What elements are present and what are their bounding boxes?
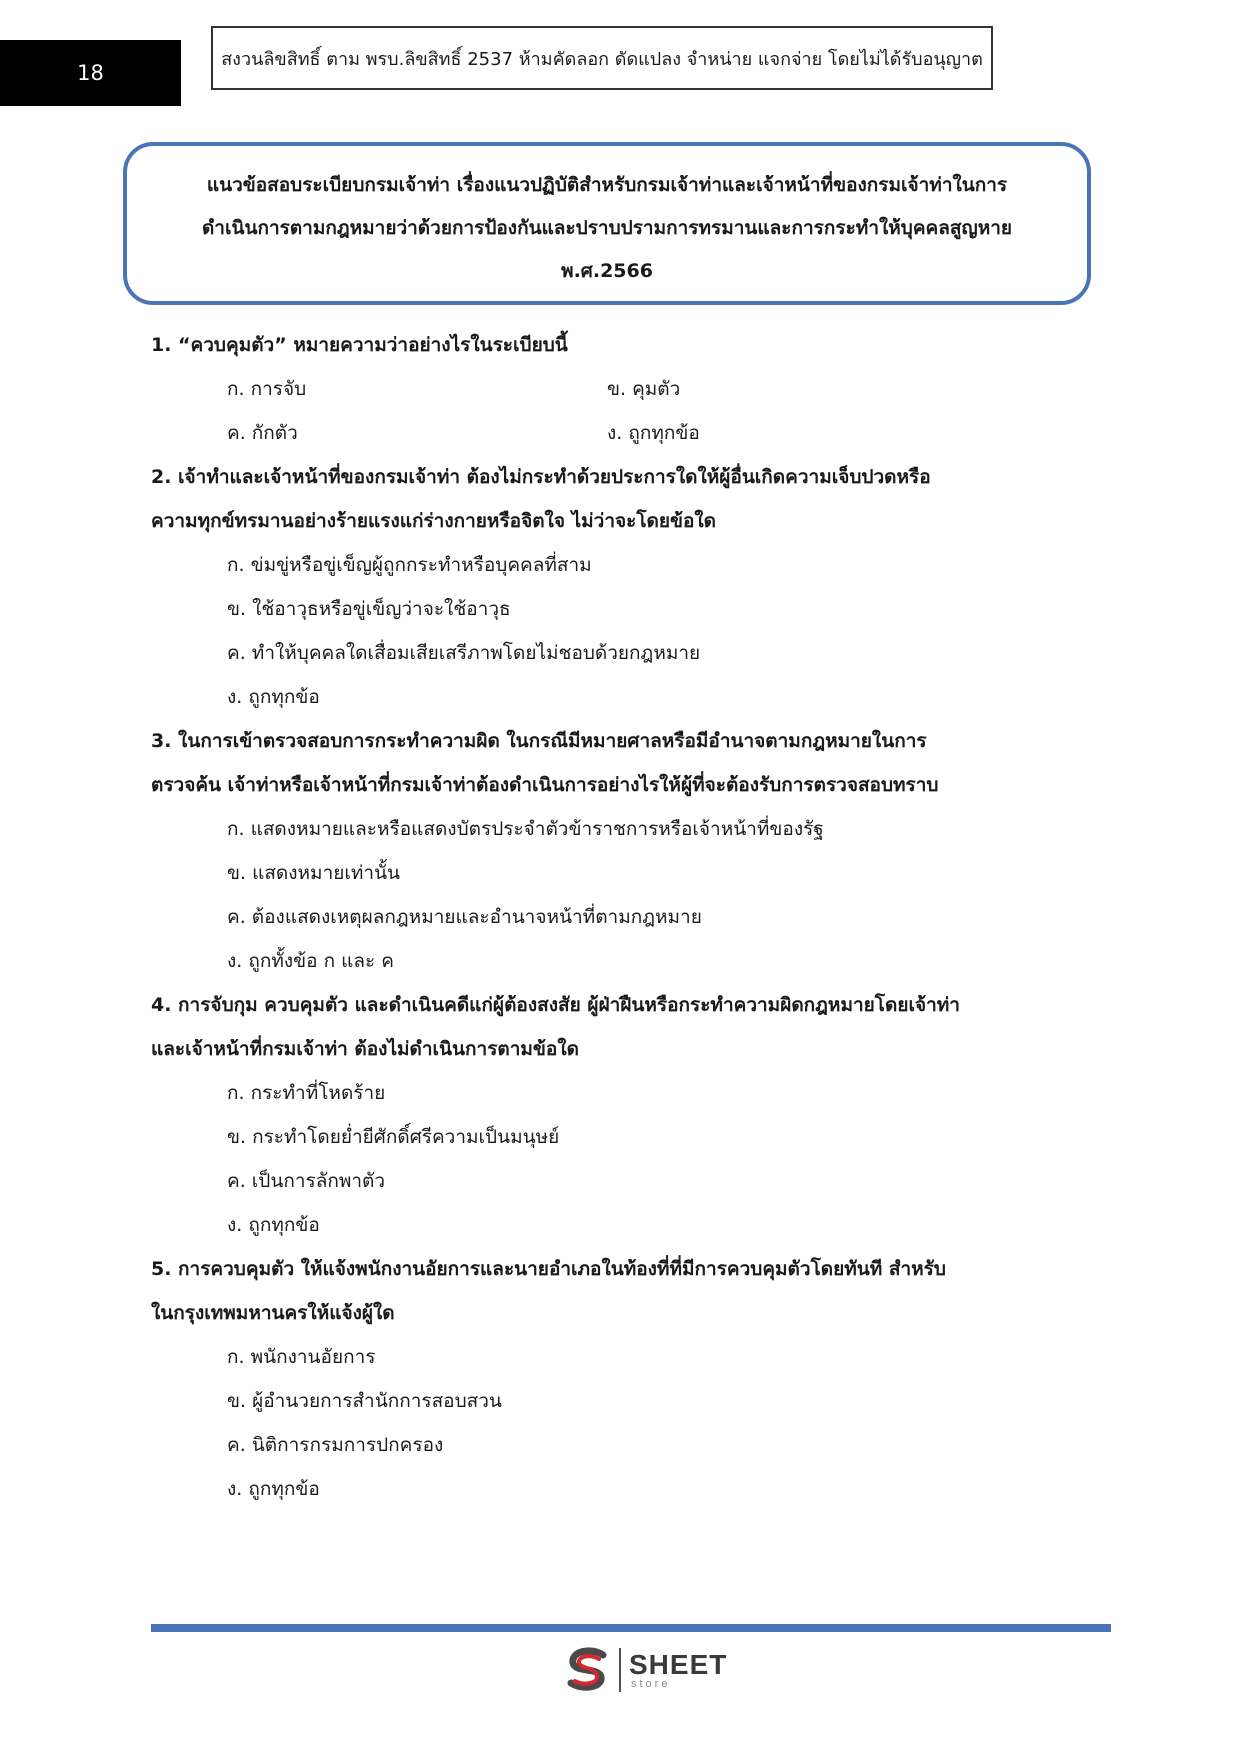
question-text: 5. การควบคุมตัว ให้แจ้งพนักงานอัยการและนายอำเภอในท้องที่ที่มีการควบคุมตัวโดยทันที สำหรับ [151,1258,946,1280]
logo-main-text: SHEET [629,1648,728,1680]
option-b: ข. กระทำโดยย่ำยีศักดิ์ศรีความเป็นมนุษย์ [227,1126,560,1148]
option-c: ค. กักตัว [227,422,298,444]
logo-separator [619,1648,621,1692]
option-b: ข. ผู้อำนวยการสำนักการสอบสวน [227,1390,502,1412]
option-c: ค. นิติการกรมการปกครอง [227,1434,444,1456]
sheet-store-logo-icon [563,1645,613,1695]
option-a: ก. ข่มขู่หรือขู่เข็ญผู้ถูกกระทำหรือบุคคลที่สาม [227,554,592,576]
question-1 [151,323,1091,455]
option-d: ง. ถูกทั้งข้อ ก และ ค [227,950,394,972]
options [151,367,1091,455]
question-text: 3. ในการเข้าตรวจสอบการกระทำความผิด ในกรณีมีหมายศาลหรือมีอำนาจตามกฎหมายในการ [151,730,927,752]
question-text: ตรวจค้น เจ้าท่าหรือเจ้าหน้าที่กรมเจ้าท่าต้องดำเนินการอย่างไรให้ผู้ที่จะต้องรับการตรวจสอบทราบ [151,774,939,796]
option-a: ก. การจับ [227,378,307,400]
logo-text [629,1648,728,1690]
question-text: 1. “ควบคุมตัว” หมายความว่าอย่างไรในระเบียบนี้ [151,334,568,356]
option-b: ข. แสดงหมายเท่านั้น [227,862,401,884]
option-a: ก. กระทำที่โหดร้าย [227,1082,386,1104]
question-text: 4. การจับกุม ควบคุมตัว และดำเนินคดีแก่ผู้ต้องสงสัย ผู้ฝ่าฝืนหรือกระทำความผิดกฎหมายโดยเจ้าท่า [151,994,960,1016]
option-d: ง. ถูกทุกข้อ [607,422,700,444]
logo-sub-text: store [631,1677,671,1690]
option-a: ก. พนักงานอัยการ [227,1346,376,1368]
question-text: 2. เจ้าทำและเจ้าหน้าที่ของกรมเจ้าท่า ต้องไม่กระทำด้วยประการใดให้ผู้อื่นเกิดความเจ็บปวดหรือ [151,466,931,488]
footer-divider [151,1624,1111,1632]
option-d: ง. ถูกทุกข้อ [227,1478,320,1500]
option-c: ค. ทำให้บุคคลใดเสื่อมเสียเสรีภาพโดยไม่ชอบด้วยกฎหมาย [227,642,701,664]
option-d: ง. ถูกทุกข้อ [227,686,320,708]
sheet-store-logo [563,1640,743,1700]
question-list [151,323,1091,1511]
title-line-2: ดำเนินการตามกฎหมายว่าด้วยการป้องกันและปราบปรามการทรมานและการกระทำให้บุคคลสูญหาย [201,217,1013,239]
question-text: ความทุกข์ทรมานอย่างร้ายแรงแก่ร่างกายหรือจิตใจ ไม่ว่าจะโดยข้อใด [151,510,717,532]
option-a: ก. แสดงหมายและหรือแสดงบัตรประจำตัวข้าราชการหรือเจ้าหน้าที่ของรัฐ [227,818,824,840]
option-c: ค. เป็นการลักพาตัว [227,1170,386,1192]
title-line-3: พ.ศ.2566 [561,260,653,282]
question-4 [151,983,1091,1247]
copyright-notice: สงวนลิขสิทธิ์ ตาม พรบ.ลิขสิทธิ์ 2537 ห้ามคัดลอก ดัดแปลง จำหน่าย แจกจ่าย โดยไม่ได้รับอนุญาต [211,26,993,90]
title-box [123,142,1091,305]
question-text: และเจ้าหน้าที่กรมเจ้าท่า ต้องไม่ดำเนินการตามข้อใด [151,1038,579,1060]
title-line-1: แนวข้อสอบระเบียบกรมเจ้าท่า เรื่องแนวปฏิบัติสำหรับกรมเจ้าท่าและเจ้าหน้าที่ของกรมเจ้าท่าในการ [206,174,1008,196]
option-d: ง. ถูกทุกข้อ [227,1214,320,1236]
page-number: 18 [0,40,181,106]
question-5 [151,1247,1091,1511]
option-b: ข. ใช้อาวุธหรือขู่เข็ญว่าจะใช้อาวุธ [227,598,511,620]
question-2 [151,455,1091,719]
option-b: ข. คุมตัว [607,378,681,400]
question-text: ในกรุงเทพมหานครให้แจ้งผู้ใด [151,1302,395,1324]
question-3 [151,719,1091,983]
option-c: ค. ต้องแสดงเหตุผลกฎหมายและอำนาจหน้าที่ตามกฎหมาย [227,906,702,928]
